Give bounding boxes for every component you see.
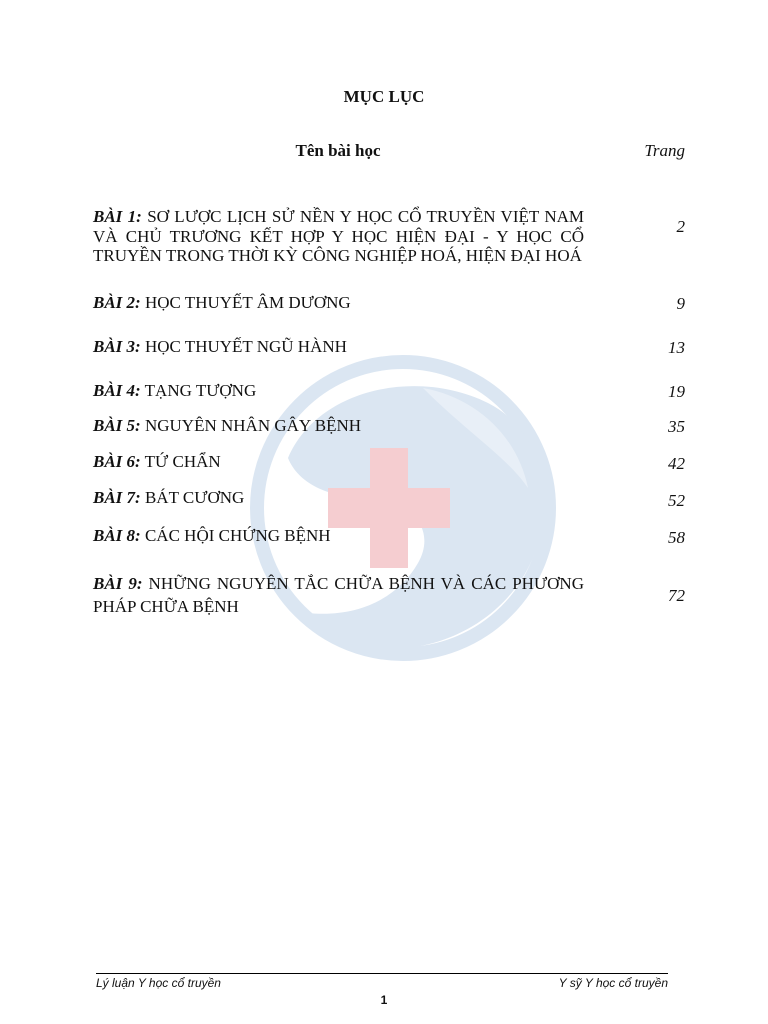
toc-entry-page: 42 <box>668 454 685 473</box>
toc-entry-page: 72 <box>668 586 685 605</box>
toc-entry-title: HỌC THUYẾT NGŨ HÀNH <box>144 337 347 356</box>
toc-entry-text <box>93 416 584 436</box>
toc-entry-label: BÀI 4: <box>93 381 141 400</box>
column-header-page: Trang <box>644 141 685 160</box>
toc-entry-label: BÀI 5: <box>93 416 141 435</box>
toc-entry-title: TẠNG TƯỢNG <box>144 381 257 400</box>
toc-entry-text <box>93 488 584 508</box>
toc-entry-page: 9 <box>676 294 685 313</box>
toc-entry-label: BÀI 9: <box>93 574 143 593</box>
toc-entry-text <box>93 452 584 472</box>
toc-entry-title: NGUYÊN NHÂN GÂY BỆNH <box>144 416 362 435</box>
toc-entry-page: 52 <box>668 491 685 510</box>
toc-entry-label: BÀI 8: <box>93 526 141 545</box>
page-title: MỤC LỤC <box>343 87 425 106</box>
column-header-lesson: Tên bài học <box>295 141 381 160</box>
toc-entry-title: NHỮNG NGUYÊN TẮC CHỮA BỆNH VÀ CÁC PHƯƠNG PHÁP CHỮA BỆNH <box>93 574 584 616</box>
toc-entry-text <box>93 293 584 313</box>
toc-entry-label: BÀI 6: <box>93 452 141 471</box>
toc-entry-text <box>93 207 584 266</box>
toc-entry-title: TỨ CHẨN <box>144 452 221 471</box>
toc-entry-title: BÁT CƯƠNG <box>144 488 245 507</box>
toc-entry-label: BÀI 2: <box>93 293 141 312</box>
toc-entry-title: CÁC HỘI CHỨNG BỆNH <box>144 526 331 545</box>
toc-entry-text <box>93 526 584 546</box>
toc-entry-page: 58 <box>668 528 685 547</box>
toc-entry-label: BÀI 3: <box>93 337 141 356</box>
page-number: 1 <box>380 993 388 1007</box>
toc-entry-text <box>93 337 584 357</box>
footer-divider <box>96 973 668 974</box>
toc-entry-title: HỌC THUYẾT ÂM DƯƠNG <box>144 293 351 312</box>
toc-entry-title: SƠ LƯỢC LỊCH SỬ NỀN Y HỌC CỔ TRUYỀN VIỆT NAM VÀ CHỦ TRƯƠNG KẾT HỢP Y HỌC HIỆN ĐẠI - Y HỌC CỔ TRUYỀN TRONG THỜI KỲ CÔNG NGHIỆP HOÁ, HIỆN ĐẠI HOÁ <box>93 207 584 265</box>
footer-left-text: Lý luận Y học cổ truyền <box>96 976 221 990</box>
toc-entry-page: 2 <box>676 217 685 236</box>
toc-entry-page: 35 <box>668 417 685 436</box>
footer-right-text: Y sỹ Y học cổ truyền <box>558 976 668 990</box>
toc-entry-text <box>93 572 584 618</box>
toc-entry-page: 19 <box>668 382 685 401</box>
toc-entry-text <box>93 381 584 401</box>
toc-entry-page: 13 <box>668 338 685 357</box>
toc-entry-label: BÀI 7: <box>93 488 141 507</box>
toc-entry-label: BÀI 1: <box>93 207 142 226</box>
